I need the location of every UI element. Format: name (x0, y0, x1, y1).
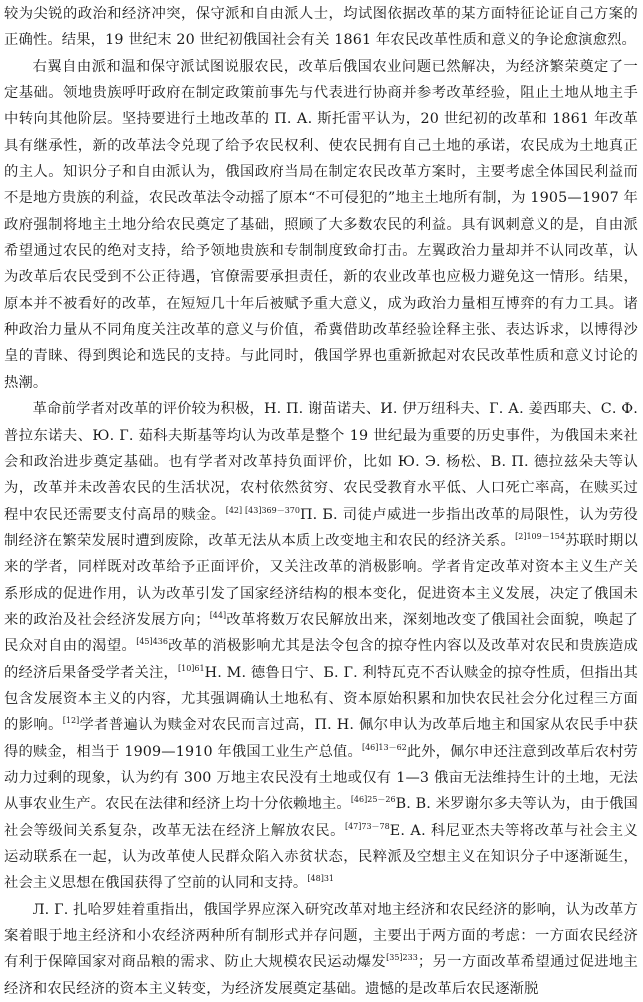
citation-ref: [35]233 (386, 953, 418, 963)
citation-ref: [46]25－26 (350, 795, 396, 805)
text-run: 改革的消极影响尤其是法令包含的掠夺性内容以及改革对农民和贵族造成的经济后果备受学者关注， (4, 638, 638, 681)
text-run: 此外，佩尔申还注意到改革后农村劳动力过剩的现象，认为约有 300 万地主农民没有土地或仅有 1—3 俄亩无法维持生计的土地，无法从事农业生产。农民在法律和经济上均十分依赖地主。 (4, 743, 638, 813)
paragraph (4, 1, 638, 54)
text-run: 革命前学者对改革的评价较为积极，Н. П. 谢苗诺夫、И. 伊万纽科夫、Г. А. 姜西耶夫、С. Ф. 普拉东诺夫、Ю. Г. 茹科夫斯基等均认为改革是整个 19 世纪最为重要的历史事件，为俄国未来社会和政治进步奠定基础。也有学者对改革持负面评价，比如 Ю. Э. 杨松、В. П. 德拉兹朵夫等认为，改革并未改善农民的生活状况，农村依然贫穷、农民受教育水平低、人口死亡率高，在赎买过程中农民还需要支付高昂的赎金。 (4, 401, 638, 523)
citation-ref: [47]73－78 (344, 821, 390, 831)
text-run: Е. А. 科尼亚杰夫等将改革与社会主义运动联系在一起，认为改革使人民群众陷入赤贫状态，民粹派及空想主义在知识分子中逐渐诞生，社会主义思想在俄国获得了空前的认同和支持。 (4, 822, 638, 892)
citation-ref: [12] (62, 716, 80, 726)
text-run: 右翼自由派和温和保守派试图说服农民，改革后俄国农业问题已然解决，为经济繁荣奠定了一定基础。领地贵族呼吁政府在制定政策前事先与代表进行协商并参考改革经验，阻止土地从地主手中转向其他阶层。坚持要进行土地改革的 П. А. 斯托雷平认为，20 世纪初的改革和 1861 年改革具有继承性，新的改革法令兑现了给予农民权利、使农民拥有自己土地的承诺，农民成为土地真正的主人。知识分子和自由派认为，俄国政府当局在制定农民改革方案时，主要考虑全体国民利益而不是地方贵族的利益，农民改革法令动摇了原本“不可侵犯的”地主土地所有制，为 1905—1907 年政府强制将地主土地分给农民奠定了基础，照顾了大多数农民的利益。具有讽刺意义的是，自由派希望通过农民的绝对支持，给予领地贵族和专制制度致命打击。左翼政治力量却并不认同改革，认为改革后农民受到不公正待遇，官僚需要承担责任，新的农业改革也应极力避免这一情形。结果，原本并不被看好的改革，在短短几十年后被赋予重大意义，成为政治力量相互博弈的有力工具。诸种政治力量从不同角度关注改革的意义与价值，希冀借助改革经验诠释主张、表达诉求，以博得沙皇的青睐、得到舆论和选民的支持。与此同时，俄国学界也重新掀起对农民改革性质和意义讨论的热潮。 (4, 58, 638, 391)
paragraph (4, 897, 638, 1002)
citation-ref: [46]13－62 (361, 742, 407, 752)
text-run: 较为尖锐的政治和经济冲突，保守派和自由派人士，均试图依据改革的某方面特征论证自己方案的正确性。结果，19 世纪末 20 世纪初俄国社会有关 1861 年农民改革性质和意义的争论愈演愈烈。 (4, 6, 638, 49)
citation-ref: [44] (209, 610, 227, 620)
citation-ref: [45]436 (136, 637, 168, 647)
text-run: ；另一方面改革希望通过促进地主经济和农民经济的资本主义转变，为经济发展奠定基础。遗憾的是改革后农民逐渐脱 (4, 954, 639, 997)
citation-ref: [10]61 (178, 663, 205, 673)
citation-ref: [42] [43]369－370 (225, 505, 300, 515)
paragraph (4, 396, 638, 897)
citation-ref: [2]109－154 (515, 531, 565, 541)
text-run: Л. Г. 扎哈罗娃着重指出，俄国学界应深入研究改革对地主经济和农民经济的影响，认为改革方案着眼于地主经济和小农经济两种所有制形式并存问题，主要出于两方面的考虑：一方面农民经济有利于保障国家对商品粮的需求、防止大规模农民运动爆发 (4, 901, 638, 971)
paragraph (4, 54, 638, 396)
text-run: 学者普遍认为赎金对农民而言过高，П. Н. 佩尔申认为改革后地主和国家从农民手中获得的赎金，相当于 1909—1910 年俄国工业生产总值。 (4, 717, 638, 760)
text-run: 改革将数万农民解放出来，深刻地改变了俄国社会面貌，唤起了民众对自由的渴望。 (4, 611, 638, 655)
body-text (4, 1, 638, 1002)
text-run: П. Б. 司徒卢威进一步指出改革的局限性，认为劳役制经济在繁荣发展时遭到废除，改革无法从本质上改变地主和农民的经济关系。 (4, 506, 638, 549)
text-run: В. В. 米罗谢尔多夫等认为，由于俄国社会等级间关系复杂，改革无法在经济上解放农民。 (4, 796, 638, 839)
text-run: 苏联时期以来的学者，同样既对改革给予正面评价，又关注改革的消极影响。学者肯定改革对资本主义生产关系形成的促进作用，认为改革引发了国家经济结构的根本变化，促进资本主义发展，决定了俄国未来的政治及社会经济发展方向； (4, 532, 638, 628)
citation-ref: [48]31 (307, 874, 334, 884)
text-run: Н. М. 德鲁日宁、Б. Г. 利特瓦克不否认赎金的掠夺性质，但指出其包含发展资本主义的内容，尤其强调确认土地私有、资本原始积累和加快农民社会分化过程三方面的影响。 (4, 664, 638, 734)
